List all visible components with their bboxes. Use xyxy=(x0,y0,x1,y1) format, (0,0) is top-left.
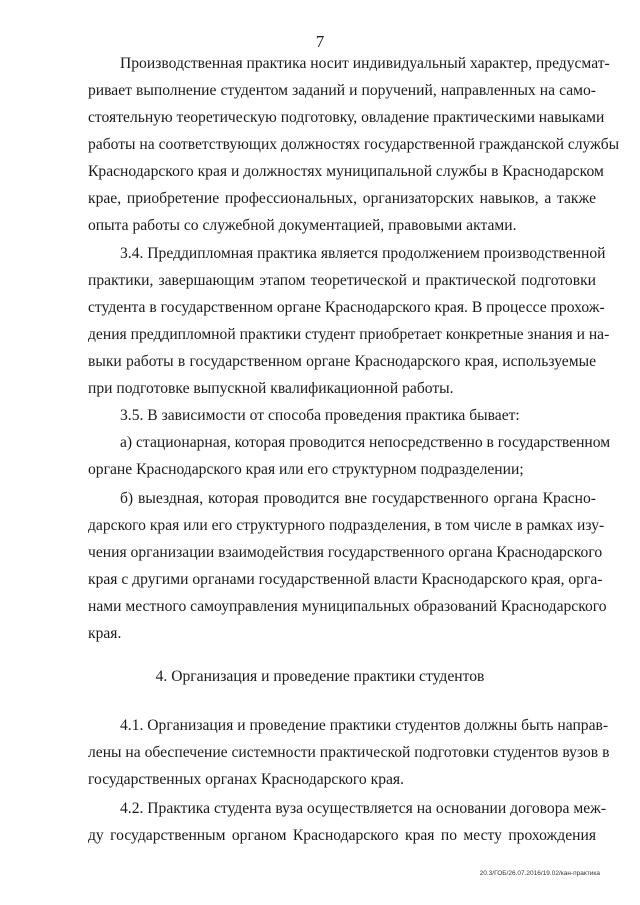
list-item-b-line: края с другими органами государственной власти Краснодарского края, орга- xyxy=(88,571,603,588)
paragraph-3-4-line: студента в государственном органе Краснодарского края. В процессе прохож- xyxy=(88,299,605,316)
list-item-a-line: органе Краснодарского края или его структурном подразделении; xyxy=(88,461,524,478)
section-heading: 4. Организация и проведение практики студентов xyxy=(155,668,485,685)
paragraph-intro-line: опыта работы со служебной документацией, правовыми актами. xyxy=(88,217,517,234)
page-number: 7 xyxy=(315,32,325,51)
list-item-b-line: б) выездная, которая проводится вне государственного органа Красно- xyxy=(120,490,596,507)
list-item-b-line: чения организации взаимодействия государственного органа Краснодарского xyxy=(88,544,603,561)
paragraph-intro-line: Производственная практика носит индивидуальный характер, предусмат- xyxy=(120,55,610,72)
list-item-b-line: дарского края или его структурного подразделения, в том числе в рамках изу- xyxy=(88,517,605,534)
paragraph-intro-line: работы на соответствующих должностях государственной гражданской службы xyxy=(88,136,620,153)
paragraph-3-4-line: при подготовке выпускной квалификационной работы. xyxy=(88,380,454,397)
paragraph-3-4-line: дения преддипломной практики студент приобретает конкретные знания и на- xyxy=(88,326,610,343)
footer-document-stamp: 20.3/ГОБ/26.07.2016/19.02/кан-практика xyxy=(479,870,600,877)
paragraph-intro-line: Краснодарского края и должностях муниципальной службы в Краснодарском xyxy=(88,163,604,180)
paragraph-4-1-line: 4.1. Организация и проведение практики студентов должны быть направ- xyxy=(120,717,609,734)
paragraph-4-1-line: государственных органах Краснодарского края. xyxy=(88,771,404,788)
list-item-b-line: нами местного самоуправления муниципальных образований Краснодарского xyxy=(88,598,607,615)
paragraph-3-4-line: практики, завершающим этапом теоретической и практической подготовки xyxy=(88,272,596,289)
list-item-a-line: а) стационарная, которая проводится непосредственно в государственном xyxy=(120,434,611,451)
paragraph-intro-line: крае, приобретение профессиональных, организаторских навыков, а также xyxy=(88,190,596,207)
list-item-b-line: края. xyxy=(88,625,122,642)
paragraph-4-1-line: лены на обеспечение системности практической подготовки студентов вузов в xyxy=(88,744,610,761)
paragraph-intro-line: ривает выполнение студентом заданий и поручений, направленных на само- xyxy=(88,82,596,99)
paragraph-3-4-line: выки работы в государственном органе Краснодарского края, используемые xyxy=(88,353,596,370)
paragraph-4-2-line: 4.2. Практика студента вуза осуществляется на основании договора меж- xyxy=(120,800,607,817)
paragraph-intro-line: стоятельную теоретическую подготовку, овладение практическими навыками xyxy=(88,109,605,126)
paragraph-3-5-line: 3.5. В зависимости от способа проведения практика бывает: xyxy=(120,407,520,424)
paragraph-3-4-line: 3.4. Преддипломная практика является продолжением производственной xyxy=(120,245,606,262)
paragraph-4-2-line: ду государственным органом Краснодарского края по месту прохождения xyxy=(88,827,596,844)
